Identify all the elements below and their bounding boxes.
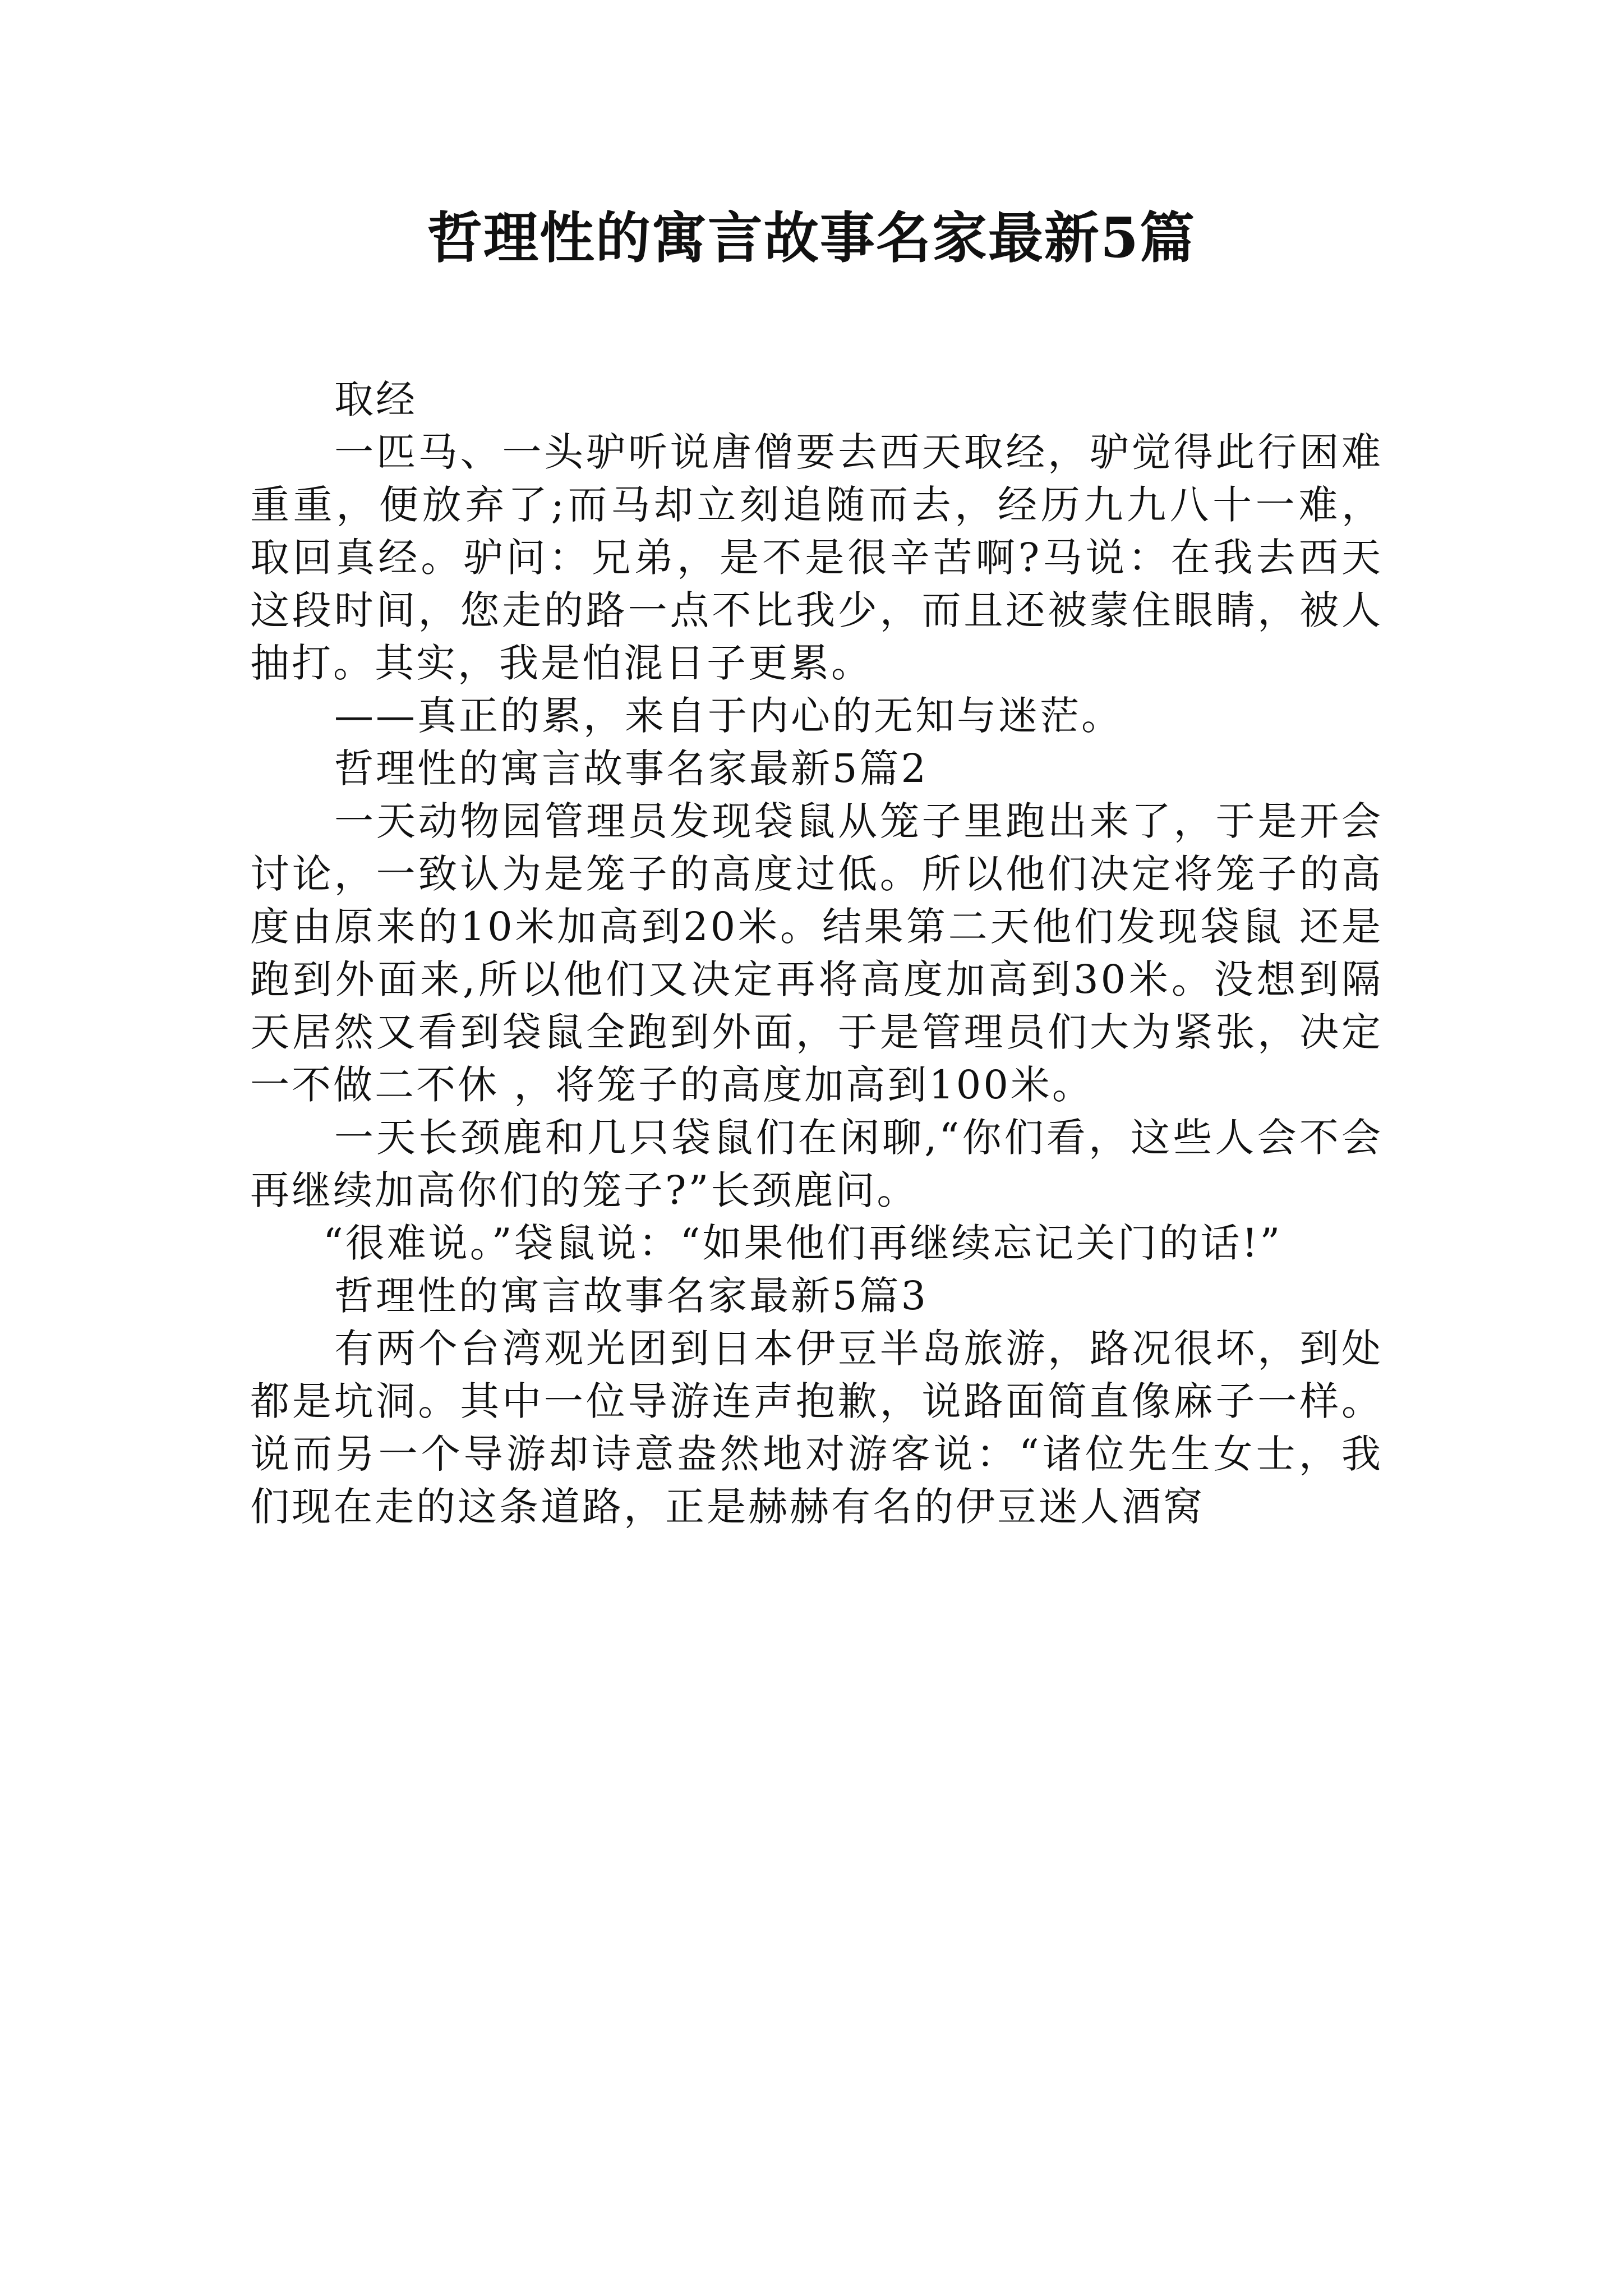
document-body [250,373,1383,1533]
paragraph-moral-1: ——真正的累，来自于内心的无知与迷茫。 [334,693,1123,739]
paragraph-story-1: 一匹马、一头驴听说唐僧要去西天取经，驴觉得此行困难重重，便放弃了;而马却立刻追随而去，经历九九八十一难，取回真经。驴问：兄弟，是不是很辛苦啊?马说：在我去西天这段时间，您走的路一点不比我少，而且还被蒙住眼睛，被人抽打。其实，我是怕混日子更累。 [250,429,1383,686]
paragraph-story-3: 有两个台湾观光团到日本伊豆半岛旅游，路况很坏，到处都是坑洞。其中一位导游连声抱歉，说路面简直像麻子一样。说而另一个导游却诗意盎然地对游客说：“诸位先生女士，我们现在走的这条道路，正是赫赫有名的伊豆迷人酒窝 [250,1326,1383,1530]
paragraph-section-heading-2: 哲理性的寓言故事名家最新5篇2 [334,746,929,792]
paragraph-story-2-dialogue-1: 一天长颈鹿和几只袋鼠们在闲聊,“你们看，这些人会不会再继续加高你们的笼子?”长颈鹿问。 [250,1115,1383,1213]
paragraph-story-2-dialogue-2: “很难说。”袋鼠说：“如果他们再继续忘记关门的话!” [323,1220,1283,1266]
paragraph-section-heading-1: 取经 [334,376,417,422]
paragraph-story-2: 一天动物园管理员发现袋鼠从笼子里跑出来了，于是开会讨论，一致认为是笼子的高度过低。所以他们决定将笼子的高度由原来的10米加高到20米。结果第二天他们发现袋鼠 还是跑到外面来,所以他们又决定再将高度加高到30米。没想到隔天居然又看到袋鼠全跑到外面，于是管理员们大为紧张，决定一不做二不休 ，将笼子的高度加高到100米。 [250,798,1383,1108]
document-title: 哲理性的寓言故事名家最新5篇 [427,206,1196,270]
paragraph-section-heading-3: 哲理性的寓言故事名家最新5篇3 [334,1273,929,1319]
